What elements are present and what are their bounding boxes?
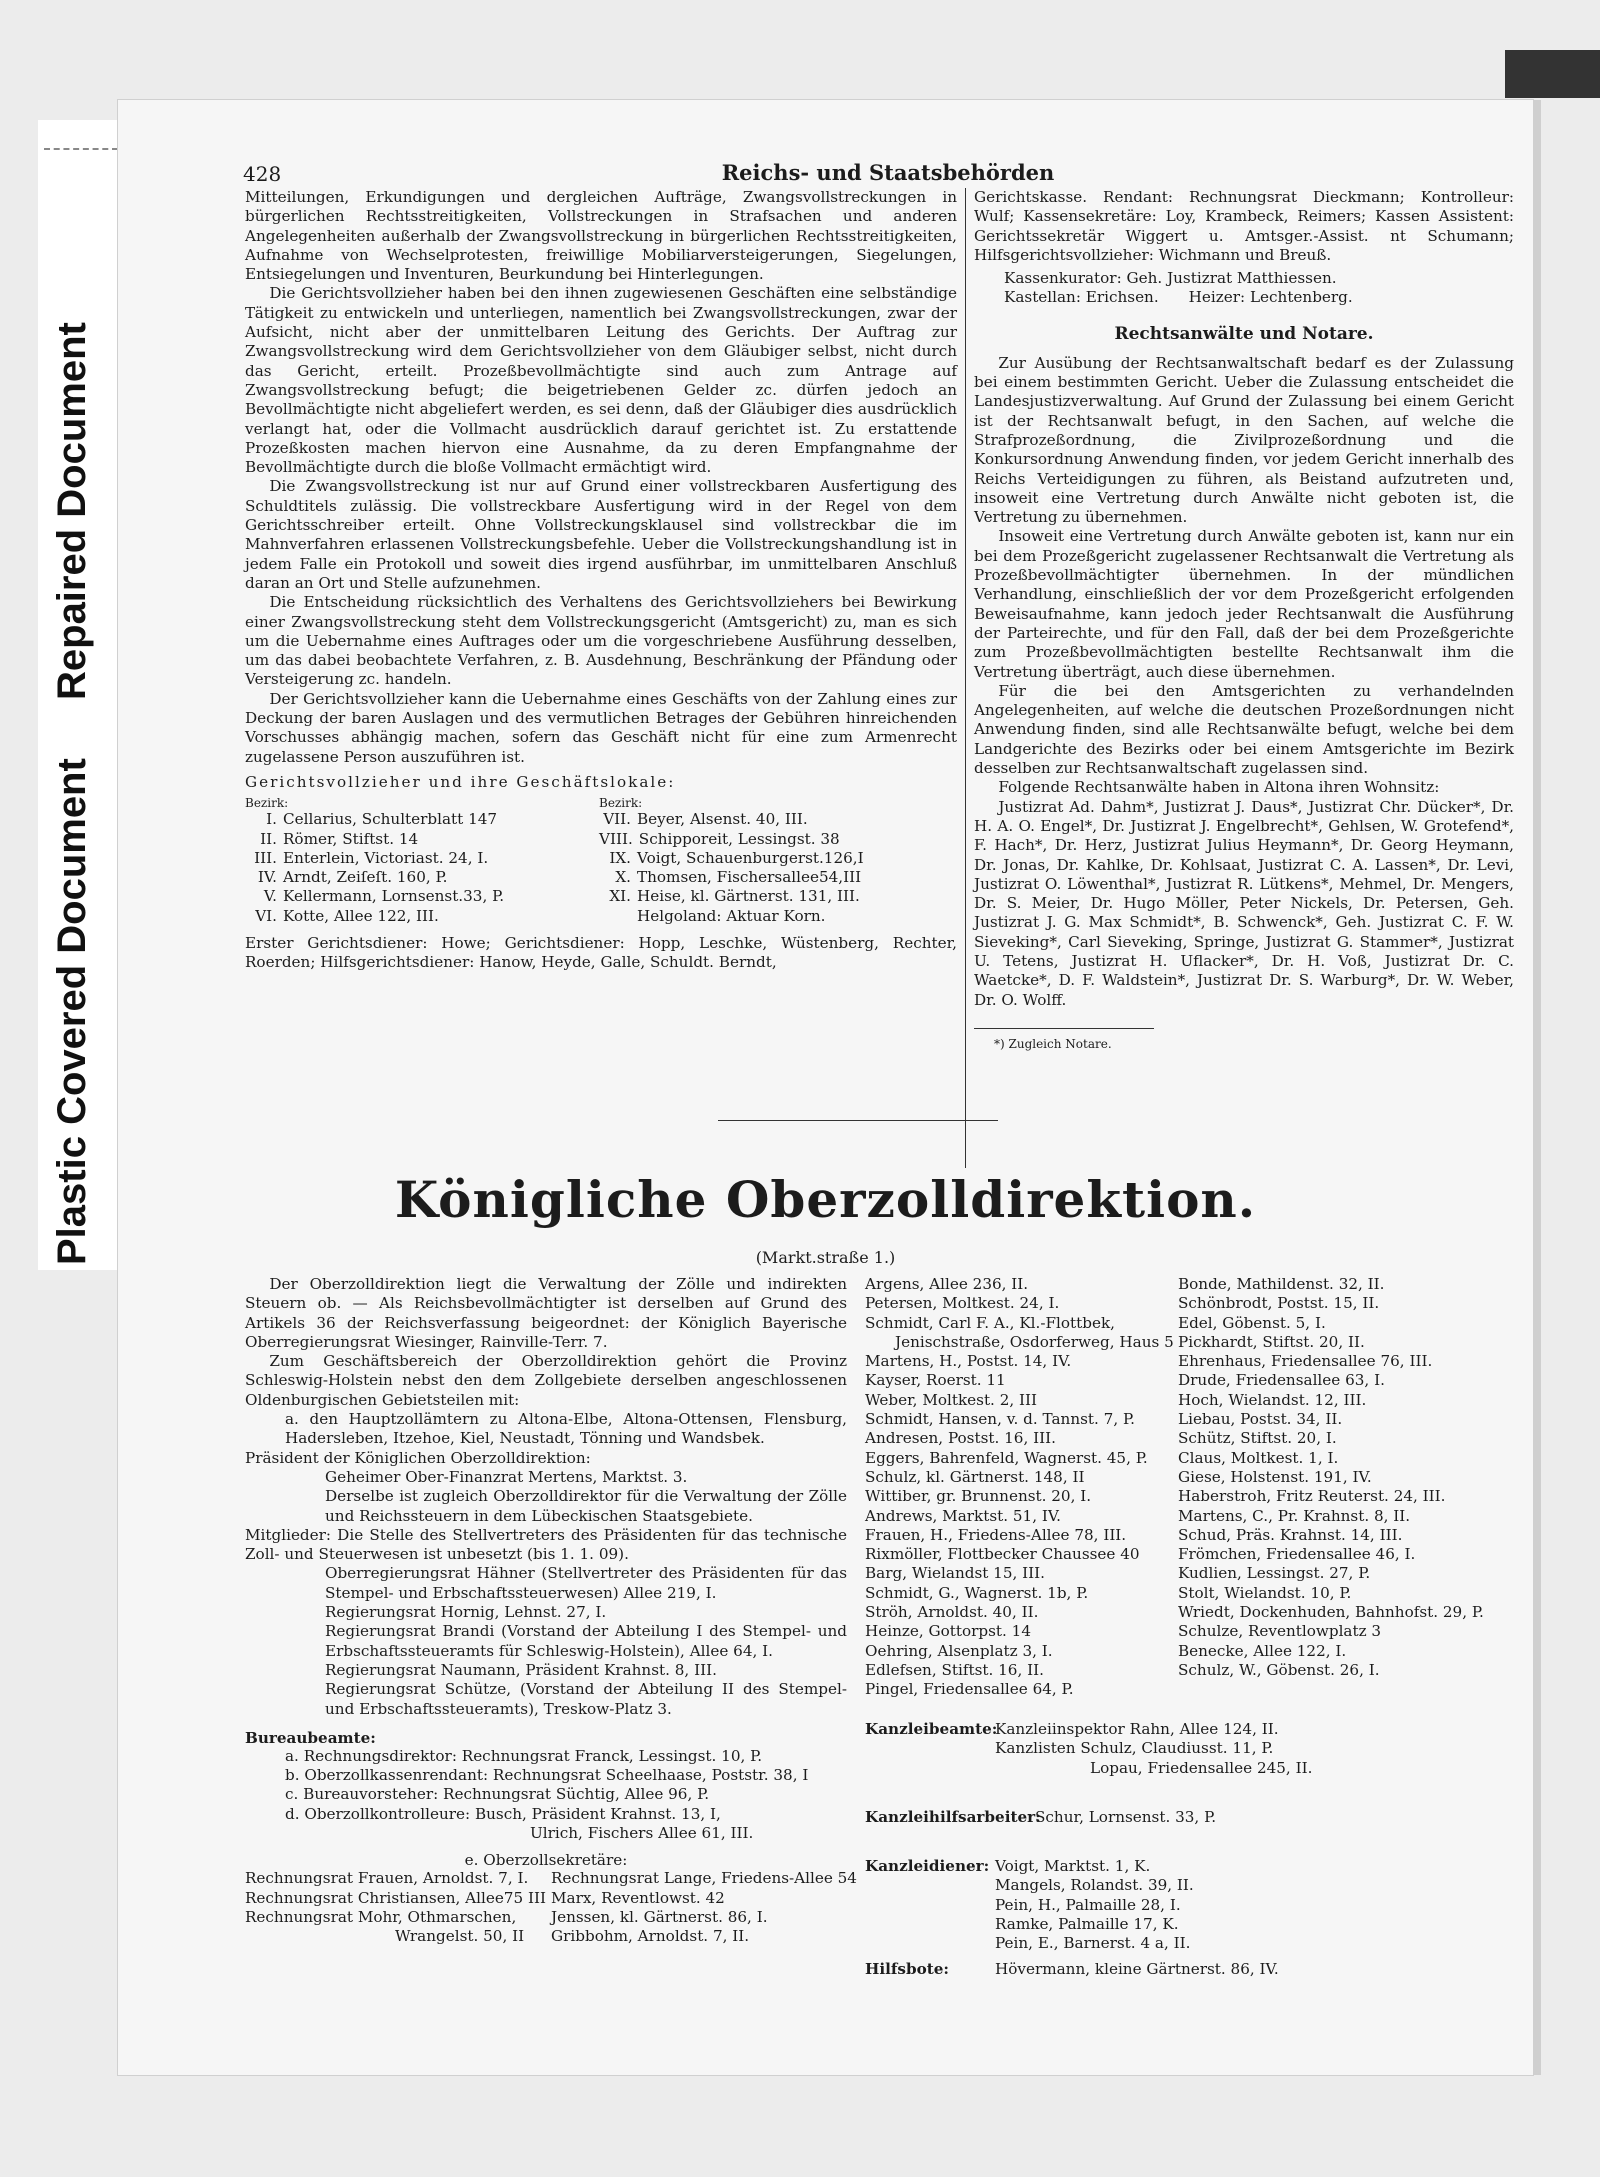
list-item: Liebau, Postst. 34, II. [1178,1410,1343,1429]
paragraph: Für die bei den Amtsgerichten zu verhandelnden Angelegenheiten, auf welche die deutschen Prozeßordnungen nicht Anwendung finden, sind alle Rechtsanwälte befugt, welche bei dem Landgerichte des Bezirks oder bei einem Amtsgerichte im Bezirk desselben zur Rechtsanwaltschaft zugelassen sind. [974,681,1514,778]
bureau-line: Ulrich, Fischers Allee 61, III. [530,1824,754,1843]
member: Regierungsrat Brandi (Vorstand der Abteilung I des Stempel- und Erbschaftssteueramts für Schleswig-Holstein), Allee 64, I. [325,1622,847,1660]
anwalt-list: Justizrat Ad. Dahm*, Justizrat J. Daus*, Justizrat Chr. Dücker*, Dr. H. A. O. Engel*, Dr. Justizrat J. Engelbrecht*, Gehlsen, W. Grotefend*, F. Hach*, Dr. Herz, Justizrat Julius Heymann*, Dr. Georg Heymann, Dr. Jonas, Dr. Kahlke, Dr. Kohlsaat, Justizrat C. A. Lassen*, Dr. Levi, Justizrat O. Löwenthal*, Justizrat R. Lütkens*, Mehmel, Dr. Mengers, Dr. S. Meier, Dr. Hugo Möller, Peter Nickels, Dr. Petersen, Geh. Justizrat J. G. Max Schmidt*, B. Schwenck*, Geh. Justizrat C. F. W. Sieveking*, Carl Sieveking, Springe, Justizrat G. Stammer*, Justizrat U. Tetens, Justizrat H. Uflacker*, Dr. H. Voß, Justizrat Dr. C. Waetcke*, D. F. Waldstein*, Justizrat Dr. S. Warburg*, Dr. W. Weber, Dr. O. Wolff. [974,797,1514,1009]
list-item: Pingel, Friedensallee 64, P. [865,1680,1074,1699]
list-item: Stolt, Wielandst. 10, P. [1178,1583,1352,1602]
bureau-line: a. Rechnungsdirektor: Rechnungsrat Franck, Lessingst. 10, P. [285,1746,763,1765]
list-item: Heinze, Gottorpst. 14 [865,1622,1032,1641]
paragraph: Die Zwangsvollstreckung ist nur auf Grund einer vollstreckbaren Ausfertigung des Schuldtitels zulässig. Die vollstreckbare Ausfertigung wird in der Regel von dem Gerichtsschreiber erteilt. Ohne Vollstreckungsklausel sind vollstreckbar die im Mahnverfahren erlassenen Vollstreckungsbefehle. Ueber die Vollstreckungshandlung ist in jedem Falle ein Protokoll und soweit dies irgend ausführbar, im unmittelbaren Anschluß daran an Ort und Stelle aufzunehmen. [245,477,957,592]
list-item: Andrews, Marktst. 51, IV. [865,1506,1062,1525]
list-item: Weber, Moltkest. 2, III [865,1390,1038,1409]
ozd-left-column [245,1275,957,1947]
list-item: Ramke, Palmaille 17, K. [995,1915,1179,1934]
sekretaer: Marx, Reventlowst. 42 [551,1888,725,1907]
bezirk-row: III. Enterlein, Victoriast. 24, I. [254,848,489,867]
list-item: Schulz, kl. Gärtnerst. 148, II [865,1467,1085,1486]
page-number: 428 [243,162,282,186]
list-item: Martens, C., Pr. Krahnst. 8, II. [1178,1506,1411,1525]
sekretaere-label: e. Oberzollsekretäre: [464,1851,628,1870]
list-item: Mangels, Rolandst. 39, II. [995,1876,1194,1895]
list-item: Argens, Allee 236, II. [865,1275,1029,1293]
paragraph: Die Entscheidung rücksichtlich des Verhaltens des Gerichtsvollziehers bei Bewirkung einer Zwangsvollstreckung steht dem Vollstreckungsgericht (Amtsgericht) zu, man es sich um die Uebernahme eines Auftrages oder um die vorgeschriebene Ausführung desselben, um das dabei beobachtete Verfahren, z. B. Ausdehnung, Beschränkung der Pfändung oder Versteigerung zc. handeln. [245,593,957,689]
ozd-bereich: Zum Geschäftsbereich der Oberzolldirektion gehört die Provinz Schleswig-Holstein nebst den dem Zollgebiete derselben angeschlossenen Oldenburgischen Gebietsteilen mit: [245,1352,847,1409]
sekretaer: Jenssen, kl. Gärtnerst. 86, I. [551,1907,768,1926]
praesident-label: Präsident der Königlichen Oberzolldirektion: [245,1448,591,1467]
list-item: Lopau, Friedensallee 245, II. [1090,1758,1313,1777]
praesident-name: Geheimer Ober-Finanzrat Mertens, Marktst. 3. [325,1467,688,1486]
paragraph: Mitteilungen, Erkundigungen und dergleichen Aufträge, Zwangsvollstreckungen in bürgerlichen Rechtsstreitigkeiten, Vollstreckungen in Strafsachen und anderen Angelegenheiten außerhalb der Zwangsvollstreckung in bürgerlichen Rechtsstreitigkeiten, Aufnahme von Wechselprotesten, freiwillige Mobiliarversteigerungen, Siegelungen, Entsiegelungen und Inventuren, Beurkundung bei Hinterlegungen. [245,188,957,284]
sekretaer: Rechnungsrat Mohr, Othmarschen, [245,1907,517,1926]
member: Regierungsrat Schütze, (Vorstand der Abteilung II des Stempel- und Erbschaftssteueramts), Treskow-Platz 3. [325,1680,847,1718]
label-plastic-covered-document: Plastic Covered Document [50,758,94,1265]
hauptzollaemter: a. den Hauptzollämtern zu Altona-Elbe, Altona-Ottensen, Flensburg, Hadersleben, Itzehoe, Kiel, Neustadt, Tönning und Wandsbek. [285,1410,847,1448]
sekretaer: Gribbohm, Arnoldst. 7, II. [551,1927,750,1946]
bezirk-row: XI. Heise, kl. Gärtnerst. 131, III. [609,887,860,906]
kanzleihilfsarbeiter-label: Kanzleihilfsarbeiter: [865,1807,1041,1826]
bezirk-label: Bezirk: [599,796,643,811]
list-item: Wriedt, Dockenhuden, Bahnhofst. 29, P. [1178,1603,1484,1622]
footnote: *) Zugleich Notare. [994,1036,1112,1051]
bezirk-row: I. Cellarius, Schulterblatt 147 [266,810,498,829]
list-item: Pickhardt, Stiftst. 20, II. [1178,1332,1365,1351]
list-item: Schulz, W., Göbenst. 26, I. [1178,1660,1380,1679]
paragraph: Der Gerichtsvollzieher kann die Uebernahme eines Geschäfts von der Zahlung eines zur Deckung der baren Auslagen und des vermutlichen Betrages der Gebühren hinreichenden Vorschusses abhängig machen, sofern das Geschäft nicht für eine zum Armenrecht zugelassene Person auszuführen ist. [245,689,957,766]
list-item: Jenischstraße, Osdorferweg, Haus 5 [895,1332,1174,1351]
member: Regierungsrat Naumann, Präsident Krahnst. 8, III. [325,1660,717,1679]
bureau-label: Bureaubeamte: [245,1728,376,1747]
list-item: Benecke, Allee 122, I. [1178,1641,1347,1660]
kassenkurator: Kassenkurator: Geh. Justizrat Matthiessen. [1004,269,1337,288]
list-item: Oehring, Alsenplatz 3, I. [865,1641,1053,1660]
list-item: Kayser, Roerst. 11 [865,1371,1006,1390]
list-item: Giese, Holstenst. 191, IV. [1178,1467,1372,1486]
list-item: Hövermann, kleine Gärtnerst. 86, IV. [995,1959,1279,1978]
paragraph: Die Gerichtsvollzieher haben bei den ihnen zugewiesenen Geschäften eine selbständige Tätigkeit zu entwickeln und unterliegen, namentlich bei Zwangsvollstreckungen, zwar der Aufsicht, nicht aber der unmittelbaren Leitung des Gerichts. Der Auftrag zur Zwangsvollstreckung wird dem Gerichtsvollzieher von dem Gläubiger selbst, nicht durch das Gericht, erteilt. Prozeßbevollmächtigte sind auch zum Antrage auf Zwangsvollstreckung befugt; die beigetriebenen Gelder zc. dürfen jedoch an Bevollmächtigte nicht abgeliefert werden, es sei denn, daß der Gläubiger dies ausdrücklich verlangt hat, oder die Vollmacht ausdrücklich darauf gerichtet ist. Zu erstattende Prozeßkosten machen hiervon eine Ausnahme, da zu deren Empfangnahme der Bevollmächtigte durch die bloße Vollmacht ermächtigt wird. [245,284,957,477]
bezirk-row: VI. Kotte, Allee 122, III. [255,906,439,925]
list-item: Petersen, Moltkest. 24, I. [865,1294,1060,1313]
running-title: Reichs- und Staatsbehörden [721,160,1055,185]
corner-marker [1505,50,1600,98]
bezirk-row: VIII. Schipporeit, Lessingst. 38 [599,829,840,848]
left-top-column [245,188,957,973]
list-item: Haberstroh, Fritz Reuterst. 24, III. [1178,1487,1446,1506]
label-repaired-document: Repaired Document [50,322,94,700]
list-item: Edel, Göbenst. 5, I. [1178,1313,1326,1332]
list-item: Rixmöller, Flottbecker Chaussee 40 [865,1545,1140,1564]
column-rule [965,188,966,1168]
bezirk-row: IV. Arndt, Zeiſeſt. 160, P. [257,868,448,887]
member: Regierungsrat Hornig, Lehnst. 27, I. [325,1603,607,1622]
list-item: Bonde, Mathildenst. 32, II. [1178,1275,1385,1293]
bureau-line: d. Oberzollkontrolleure: Busch, Präsident Krahnst. 13, I, [285,1804,721,1823]
list-item: Drude, Friedensallee 63, I. [1178,1371,1385,1390]
gv-heading: Gerichtsvollzieher und ihre Geschäftslokale: [245,772,676,791]
ozd-mid-column [865,1275,1174,1700]
paragraph: Zur Ausübung der Rechtsanwaltschaft bedarf es der Zulassung bei einem bestimmten Gericht. Ueber die Zulassung entscheidet die Landesjustizverwaltung. Auf Grund der Zulassung bei einem Gericht ist der Rechtsanwalt befugt, in den Sachen, auf welche die Strafprozeßordnung, die Zivilprozeßordnung und die Konkursordnung Anwendung finden, vor jedem Gericht innerhalb des Reichs Verteidigungen zu führen, als Beistand aufzutreten und, insoweit eine Vertretung durch Anwälte nicht geboten ist, die Vertretung zu übernehmen. [974,353,1514,527]
bezirk-row: V. Kellermann, Lornsenst.33, P. [263,887,505,906]
ozd-lower-right [865,1720,1505,1979]
member: Oberregierungsrat Hähner (Stellvertreter des Präsidenten für das Stempel- und Erbschaftssteuerwesen) Allee 219, I. [325,1564,847,1602]
bezirk-row: VII. Beyer, Alsenst. 40, III. [603,810,808,829]
bezirk-label: Bezirk: [245,796,289,811]
paragraph: Insoweit eine Vertretung durch Anwälte geboten ist, kann nur ein bei dem Prozeßgericht zugelassener Rechtsanwalt die Vertretung als Prozeßbevollmächtigter übernehmen. In der mündlichen Verhandlung, einschließlich der vor dem Prozeßgericht erfolgenden Beweisaufnahme, kann jedoch jeder Rechtsanwalt die Ausführung der Parteirechte, und für den Fall, daß der bei dem Prozeßgerichte zum Prozeßbevollmächtigten bestellte Rechtsanwalt ihm die Vertretung überträgt, auch diese übernehmen. [974,527,1514,681]
sekretaer: Rechnungsrat Christiansen, Allee75 III [245,1888,546,1907]
sekretaer: Rechnungsrat Frauen, Arnoldst. 7, I. [245,1869,529,1888]
list-item: Schütz, Stiftst. 20, I. [1178,1429,1337,1448]
list-item: Kanzleiinspektor Rahn, Allee 124, II. [995,1720,1279,1738]
mitglieder: Mitglieder: Die Stelle des Stellvertreters des Präsidenten für das technische Zoll- und Steuerwesen ist unbesetzt (bis 1. 1. 09). [245,1525,847,1564]
list-item: Schönbrodt, Postst. 15, II. [1178,1294,1380,1313]
bureau-line: b. Oberzollkassenrendant: Rechnungsrat Scheelhaase, Poststr. 38, I [285,1766,809,1785]
gerichtskasse: Gerichtskasse. Rendant: Rechnungsrat Dieckmann; Kontrolleur: Wulf; Kassensekretäre: Loy, Krambeck, Reimers; Kassen Assistent: Gerichtssekretär Wiggert u. Amtsger.-Assist. nt Schumann; Hilfsgerichtsvollzieher: Wichmann und Breuß. [974,188,1514,264]
bezirk-row: X. Thomsen, Fischersallee54,III [615,868,862,887]
list-item: Schud, Präs. Krahnst. 14, III. [1178,1525,1403,1544]
list-item: Claus, Moltkest. 1, I. [1178,1448,1339,1467]
list-item: Schmidt, Carl F. A., Kl.-Flottbek, [865,1313,1115,1332]
list-item: Pein, E., Barnerst. 4 a, II. [995,1934,1191,1953]
document-page [118,100,1533,2075]
bezirk-row: IX. Voigt, Schauenburgerst.126,I [609,848,864,867]
list-item: Kanzlisten Schulz, Claudiusst. 11, P. [995,1739,1274,1758]
gerichtsdiener: Erster Gerichtsdiener: Howe; Gerichtsdiener: Hopp, Leschke, Wüstenberg, Rechter, Roerden; Hilfsgerichtsdiener: Hanow, Heyde, Galle, Schuldt. Berndt, [245,933,957,972]
ozd-intro: Der Oberzolldirektion liegt die Verwaltung der Zölle und indirekten Steuern ob. — Als Reichsbevollmächtigter ist derselben auf Grund des Artikels 36 der Reichsverfassung beigeordnet: der Königlich Bayerische Oberregierungsrat Wiesinger, Rainville-Terr. 7. [245,1275,847,1351]
heizer: Heizer: Lechtenberg. [1188,288,1353,307]
list-item: Hoch, Wielandst. 12, III. [1178,1390,1367,1409]
list-item: Schur, Lornsenst. 33, P. [1035,1807,1217,1826]
list-item: Voigt, Marktst. 1, K. [995,1857,1151,1876]
list-item: Schulze, Reventlowplatz 3 [1178,1622,1382,1641]
sekretaer: Rechnungsrat Lange, Friedens-Allee 54 [551,1869,857,1888]
list-item: Frömchen, Friedensallee 46, I. [1178,1545,1416,1564]
list-item: Wittiber, gr. Brunnenst. 20, I. [865,1487,1092,1506]
list-item: Schmidt, Hansen, v. d. Tannst. 7, P. [865,1410,1135,1429]
paragraph: Folgende Rechtsanwälte haben in Altona ihren Wohnsitz: [998,778,1440,797]
section-rule [718,1120,998,1121]
footnote-rule [974,1028,1154,1029]
section-address: (Markt.straße 1.) [755,1248,896,1267]
ozd-right-column [1178,1275,1508,1680]
kastellan: Kastellan: Erichsen. [1004,288,1159,307]
hilfsbote-label: Hilfsbote: [865,1959,950,1978]
sekretaer: Wrangelst. 50, II [395,1927,525,1946]
list-item: Andresen, Postst. 16, III. [865,1429,1056,1448]
list-item: Eggers, Bahrenfeld, Wagnerst. 45, P. [865,1448,1148,1467]
dashed-marker [44,148,118,150]
list-item: Schmidt, G., Wagnerst. 1b, P. [865,1583,1089,1602]
ra-heading: Rechtsanwälte und Notare. [1114,323,1374,344]
list-item: Barg, Wielandst 15, III. [865,1564,1045,1583]
section-title: Königliche Oberzolldirektion. [394,1170,1257,1229]
list-item: Ehrenhaus, Friedensallee 76, III. [1178,1352,1433,1371]
kanzleidiener-label: Kanzleidiener: [865,1857,990,1876]
page-edge [1533,100,1541,2075]
list-item: Martens, H., Postst. 14, IV. [865,1352,1072,1371]
praesident-note: Derselbe ist zugleich Oberzolldirektor für die Verwaltung der Zölle und Reichssteuern in dem Lübeckischen Staatsgebiete. [325,1487,847,1525]
bezirk-row: II. Römer, Stiftst. 14 [260,829,419,848]
list-item: Kudlien, Lessingst. 27, P. [1178,1564,1371,1583]
list-item: Pein, H., Palmaille 28, I. [995,1895,1181,1914]
bezirk-row: Helgoland: Aktuar Korn. [637,906,826,925]
list-item: Frauen, H., Friedens-Allee 78, III. [865,1525,1127,1544]
kanzleibeamte-label: Kanzleibeamte: [865,1720,998,1738]
list-item: Ströh, Arnoldst. 40, II. [865,1603,1039,1622]
bureau-line: c. Bureauvorsteher: Rechnungsrat Süchtig, Allee 96, P. [285,1785,710,1804]
right-top-column [974,188,1514,1051]
list-item: Edlefsen, Stiftst. 16, II. [865,1660,1044,1679]
